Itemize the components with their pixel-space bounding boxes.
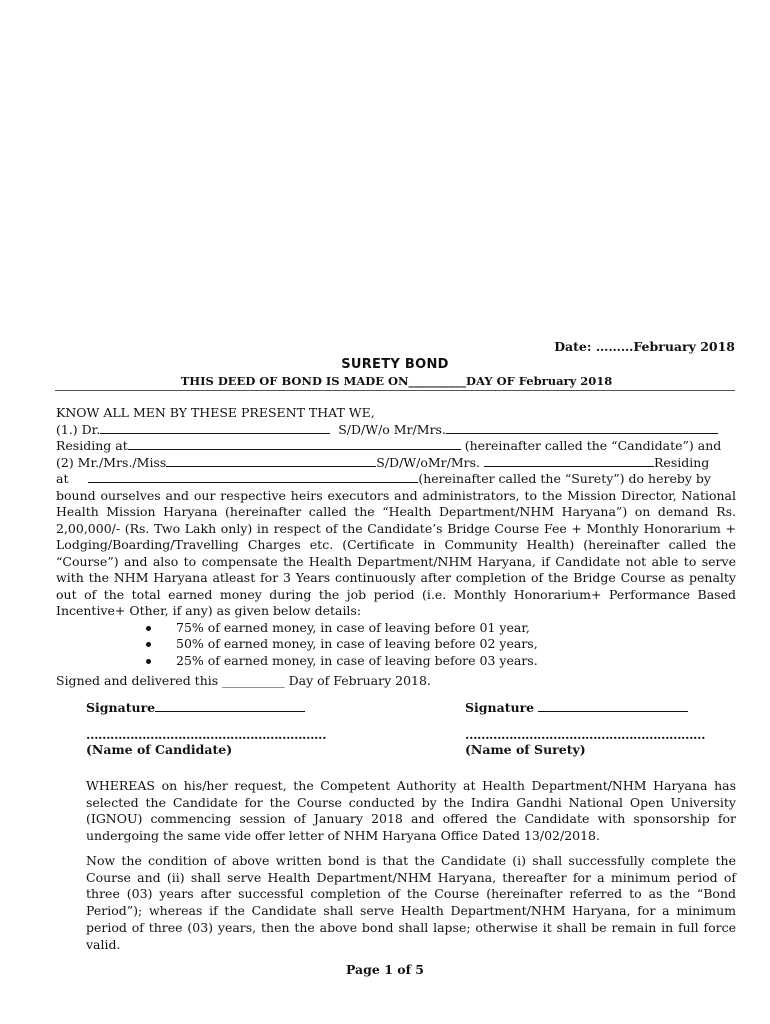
list-item — [56, 620, 736, 637]
party-one-relation: S/D/W/o Mr/Mrs. — [338, 421, 446, 437]
body-line: Lodging/Boarding/Travelling Charges etc. (Certificate in Community Health) (hereinafter called the — [56, 537, 736, 552]
residing-label: Residing at — [56, 438, 128, 453]
party-two-line — [56, 455, 736, 472]
signed-delivered-line: Signed and delivered this __________ Day of February 2018. — [56, 673, 431, 688]
party-one-line — [56, 422, 736, 439]
surety-name-label: (Name of Surety) — [465, 742, 586, 757]
list-item — [56, 653, 736, 670]
title-divider — [55, 390, 735, 391]
list-item-text: 75% of earned money, in case of leaving before 01 year, — [176, 619, 530, 635]
document-title: SURETY BOND — [341, 357, 449, 372]
party-two-address-blank — [88, 471, 418, 483]
party-one-address-line — [56, 438, 736, 455]
party-one-address-blank — [128, 438, 461, 450]
bullet-icon — [146, 642, 151, 647]
body-last-line: Incentive+ Other, if any) as given below details: — [56, 603, 362, 618]
bullet-icon — [146, 626, 151, 631]
body-line: Health Mission Haryana (hereinafter called the “Health Department/NHM Haryana”) on demand Rs. — [56, 504, 736, 519]
party-two-relation: S/D/W/oMr/Mrs. — [376, 454, 481, 470]
party-one-parent-blank — [446, 422, 718, 434]
signature-blank — [538, 700, 688, 712]
body-line: “Course”) and also to compensate the Health Department/NHM Haryana, if Candidate not able to serve — [56, 553, 736, 569]
party-one-name-blank — [100, 422, 330, 434]
whereas-paragraph: WHEREAS on his/her request, the Competent Authority at Health Department/NHM Haryana has selected the Candidate for the Course conducted by the Indira Gandhi National Open University (IGNOU) commencing session of January 2018 and offered the Candidate with sponsorship for undergoing the same vide offer letter of NHM Haryana Office Dated 13/02/2018. — [86, 778, 736, 844]
body-line: with the NHM Haryana atleast for 3 Years continuously after completion of the Bridge Course as penalty — [56, 570, 736, 585]
party-two-residing: Residing — [654, 454, 710, 470]
body-line: bound ourselves and our respective heirs executors and administrators, to the Mission Director, National — [56, 487, 736, 503]
party-two-parent-blank — [484, 455, 654, 467]
at-label: at — [56, 471, 69, 486]
surety-name-dots: …………………………………………………… — [465, 727, 705, 742]
list-item — [56, 636, 736, 653]
surety-definition: (hereinafter called the “Surety”) do hereby by — [418, 471, 711, 486]
body-line: out of the total earned money during the job period (i.e. Monthly Honorarium+ Performance Based — [56, 586, 736, 602]
party-two-name-blank — [166, 455, 376, 467]
surety-signature — [465, 700, 688, 717]
page-number: Page 1 of 5 — [345, 962, 425, 977]
bond-body — [56, 405, 736, 669]
candidate-name-dots: …………………………………………………… — [86, 727, 326, 742]
party-two-address-line — [56, 471, 736, 488]
document-subtitle: THIS DEED OF BOND IS MADE ON__________DAY OF February 2018 — [180, 374, 613, 388]
body-line: 2,00,000/- (Rs. Two Lakh only) in respect of the Candidate’s Bridge Course Fee + Monthly Honorarium + — [56, 520, 736, 536]
signature-label: Signature — [465, 700, 535, 715]
party-two-prefix: (2) Mr./Mrs./Miss — [56, 454, 167, 470]
condition-paragraph: Now the condition of above written bond is that the Candidate (i) shall successfully complete the Course and (ii) shall serve Health Department/NHM Haryana, thereafter for a minimum period of three (03) years after successful completion of the Course (hereinafter referred to as the “Bond Period”); whereas if the Candidate shall serve Health Department/NHM Haryana, for a minimum period of three (03) years, then the above bond shall lapse; otherwise it shall be remain in full force valid. — [86, 853, 736, 952]
list-item-text: 25% of earned money, in case of leaving before 03 years. — [176, 652, 538, 668]
candidate-definition: (hereinafter called the “Candidate”) and — [464, 438, 722, 453]
list-item-text: 50% of earned money, in case of leaving before 02 years, — [176, 636, 538, 651]
party-one-prefix: (1.) Dr. — [56, 421, 101, 437]
intro-line: KNOW ALL MEN BY THESE PRESENT THAT WE, — [56, 405, 375, 420]
candidate-signature — [86, 700, 305, 717]
signature-blank — [155, 700, 305, 712]
date-line: Date: ………February 2018 — [554, 339, 735, 354]
penalty-list — [56, 620, 736, 670]
signature-label: Signature — [86, 700, 156, 715]
candidate-name-label: (Name of Candidate) — [86, 742, 233, 757]
bullet-icon — [146, 659, 151, 664]
